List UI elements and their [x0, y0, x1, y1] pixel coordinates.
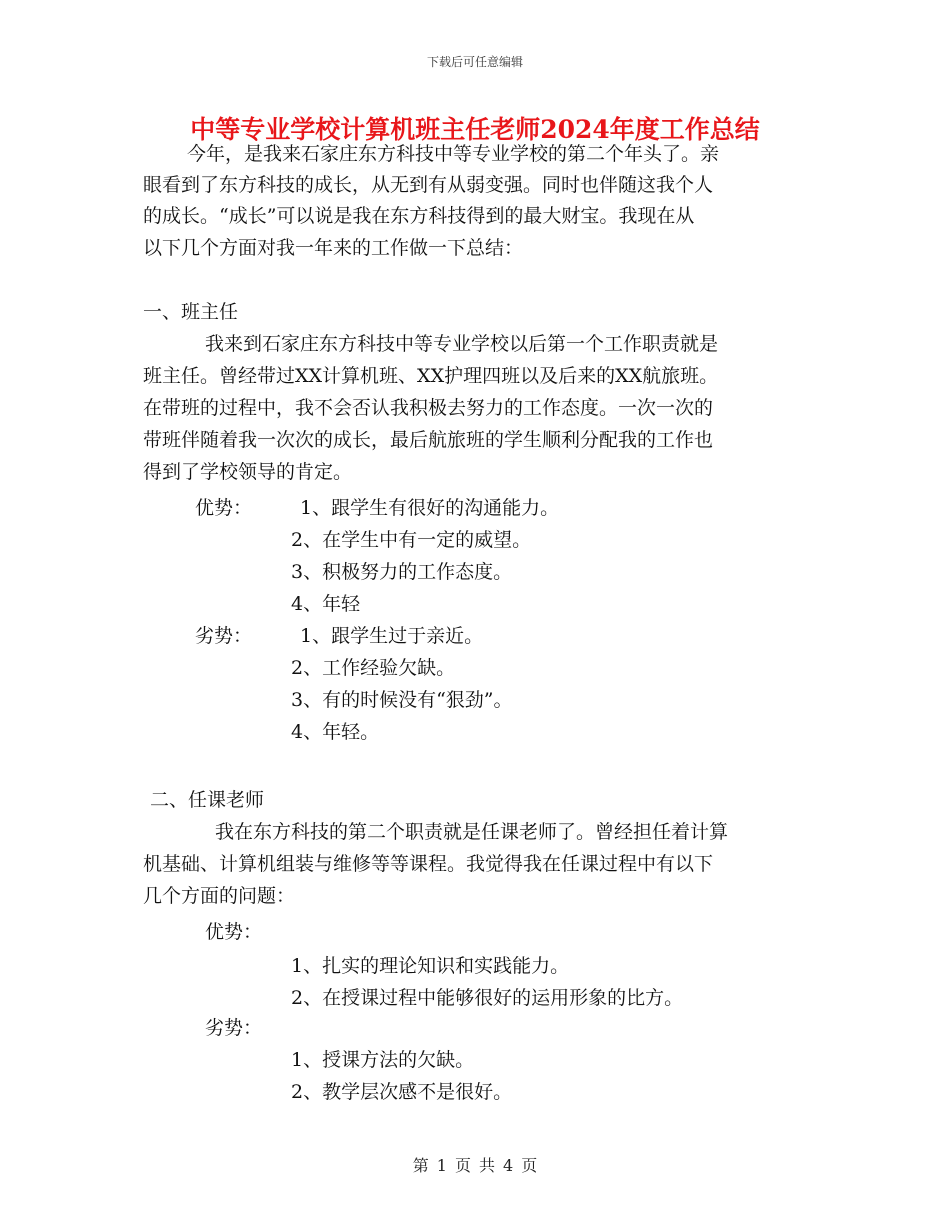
disadvantages-label: 劣势： [195, 625, 253, 647]
section-heading: 一、班主任 [143, 301, 239, 323]
paragraph-line: 我在东方科技的第二个职责就是任课老师了。曾经担任着计算 [215, 821, 729, 843]
disadvantages-label: 劣势： [205, 1017, 263, 1039]
document-title: 中等专业学校计算机班主任老师2024年度工作总结 [190, 115, 760, 144]
list-item: 4、年轻。 [291, 721, 380, 743]
section-heading: 二、任课老师 [150, 789, 265, 811]
list-item: 2、在学生中有一定的威望。 [291, 529, 532, 551]
intro-line: 今年，是我来石家庄东方科技中等专业学校的第二个年头了。亲 [187, 143, 720, 165]
current-page-number: 1 [436, 1156, 447, 1175]
total-word: 共 [479, 1156, 496, 1175]
paragraph-line: 带班伴随着我一次次的成长，最后航旅班的学生顺利分配我的工作也 [143, 429, 714, 451]
paragraph-line: 得到了学校领导的肯定。 [143, 461, 353, 483]
paragraph-line: 班主任。曾经带过XX计算机班、XX护理四班以及后来的XX航旅班。 [143, 365, 719, 387]
list-item: 3、积极努力的工作态度。 [291, 561, 513, 583]
list-item: 1、跟学生过于亲近。 [300, 625, 484, 647]
list-item: 2、在授课过程中能够很好的运用形象的比方。 [291, 987, 684, 1009]
list-item: 1、跟学生有很好的沟通能力。 [300, 497, 560, 519]
page-word: 页 [454, 1156, 471, 1175]
page-suffix: 页 [521, 1156, 538, 1175]
total-page-number: 4 [503, 1156, 514, 1175]
advantages-label: 优势： [195, 497, 253, 519]
intro-line: 眼看到了东方科技的成长，从无到有从弱变强。同时也伴随这我个人 [143, 174, 714, 196]
list-item: 2、工作经验欠缺。 [291, 657, 456, 679]
intro-line: 的成长。“成长”可以说是我在东方科技得到的最大财宝。我现在从 [143, 205, 695, 227]
header-note: 下载后可任意编辑 [426, 55, 523, 69]
paragraph-line: 在带班的过程中，我不会否认我积极去努力的工作态度。一次一次的 [143, 397, 714, 419]
page-prefix: 第 [412, 1156, 429, 1175]
paragraph-line: 机基础、计算机组装与维修等等课程。我觉得我在任课过程中有以下 [143, 853, 714, 875]
list-item: 1、授课方法的欠缺。 [291, 1049, 475, 1071]
paragraph-line: 几个方面的问题： [143, 885, 296, 907]
list-item: 1、扎实的理论知识和实践能力。 [291, 955, 570, 977]
page-indicator [0, 1153, 950, 1176]
list-item: 4、年轻 [291, 593, 361, 615]
list-item: 3、有的时候没有“狠劲”。 [291, 689, 513, 711]
advantages-label: 优势： [205, 921, 263, 943]
paragraph-line: 我来到石家庄东方科技中等专业学校以后第一个工作职责就是 [205, 333, 719, 355]
list-item: 2、教学层次感不是很好。 [291, 1081, 513, 1103]
intro-line: 以下几个方面对我一年来的工作做一下总结： [143, 237, 524, 259]
